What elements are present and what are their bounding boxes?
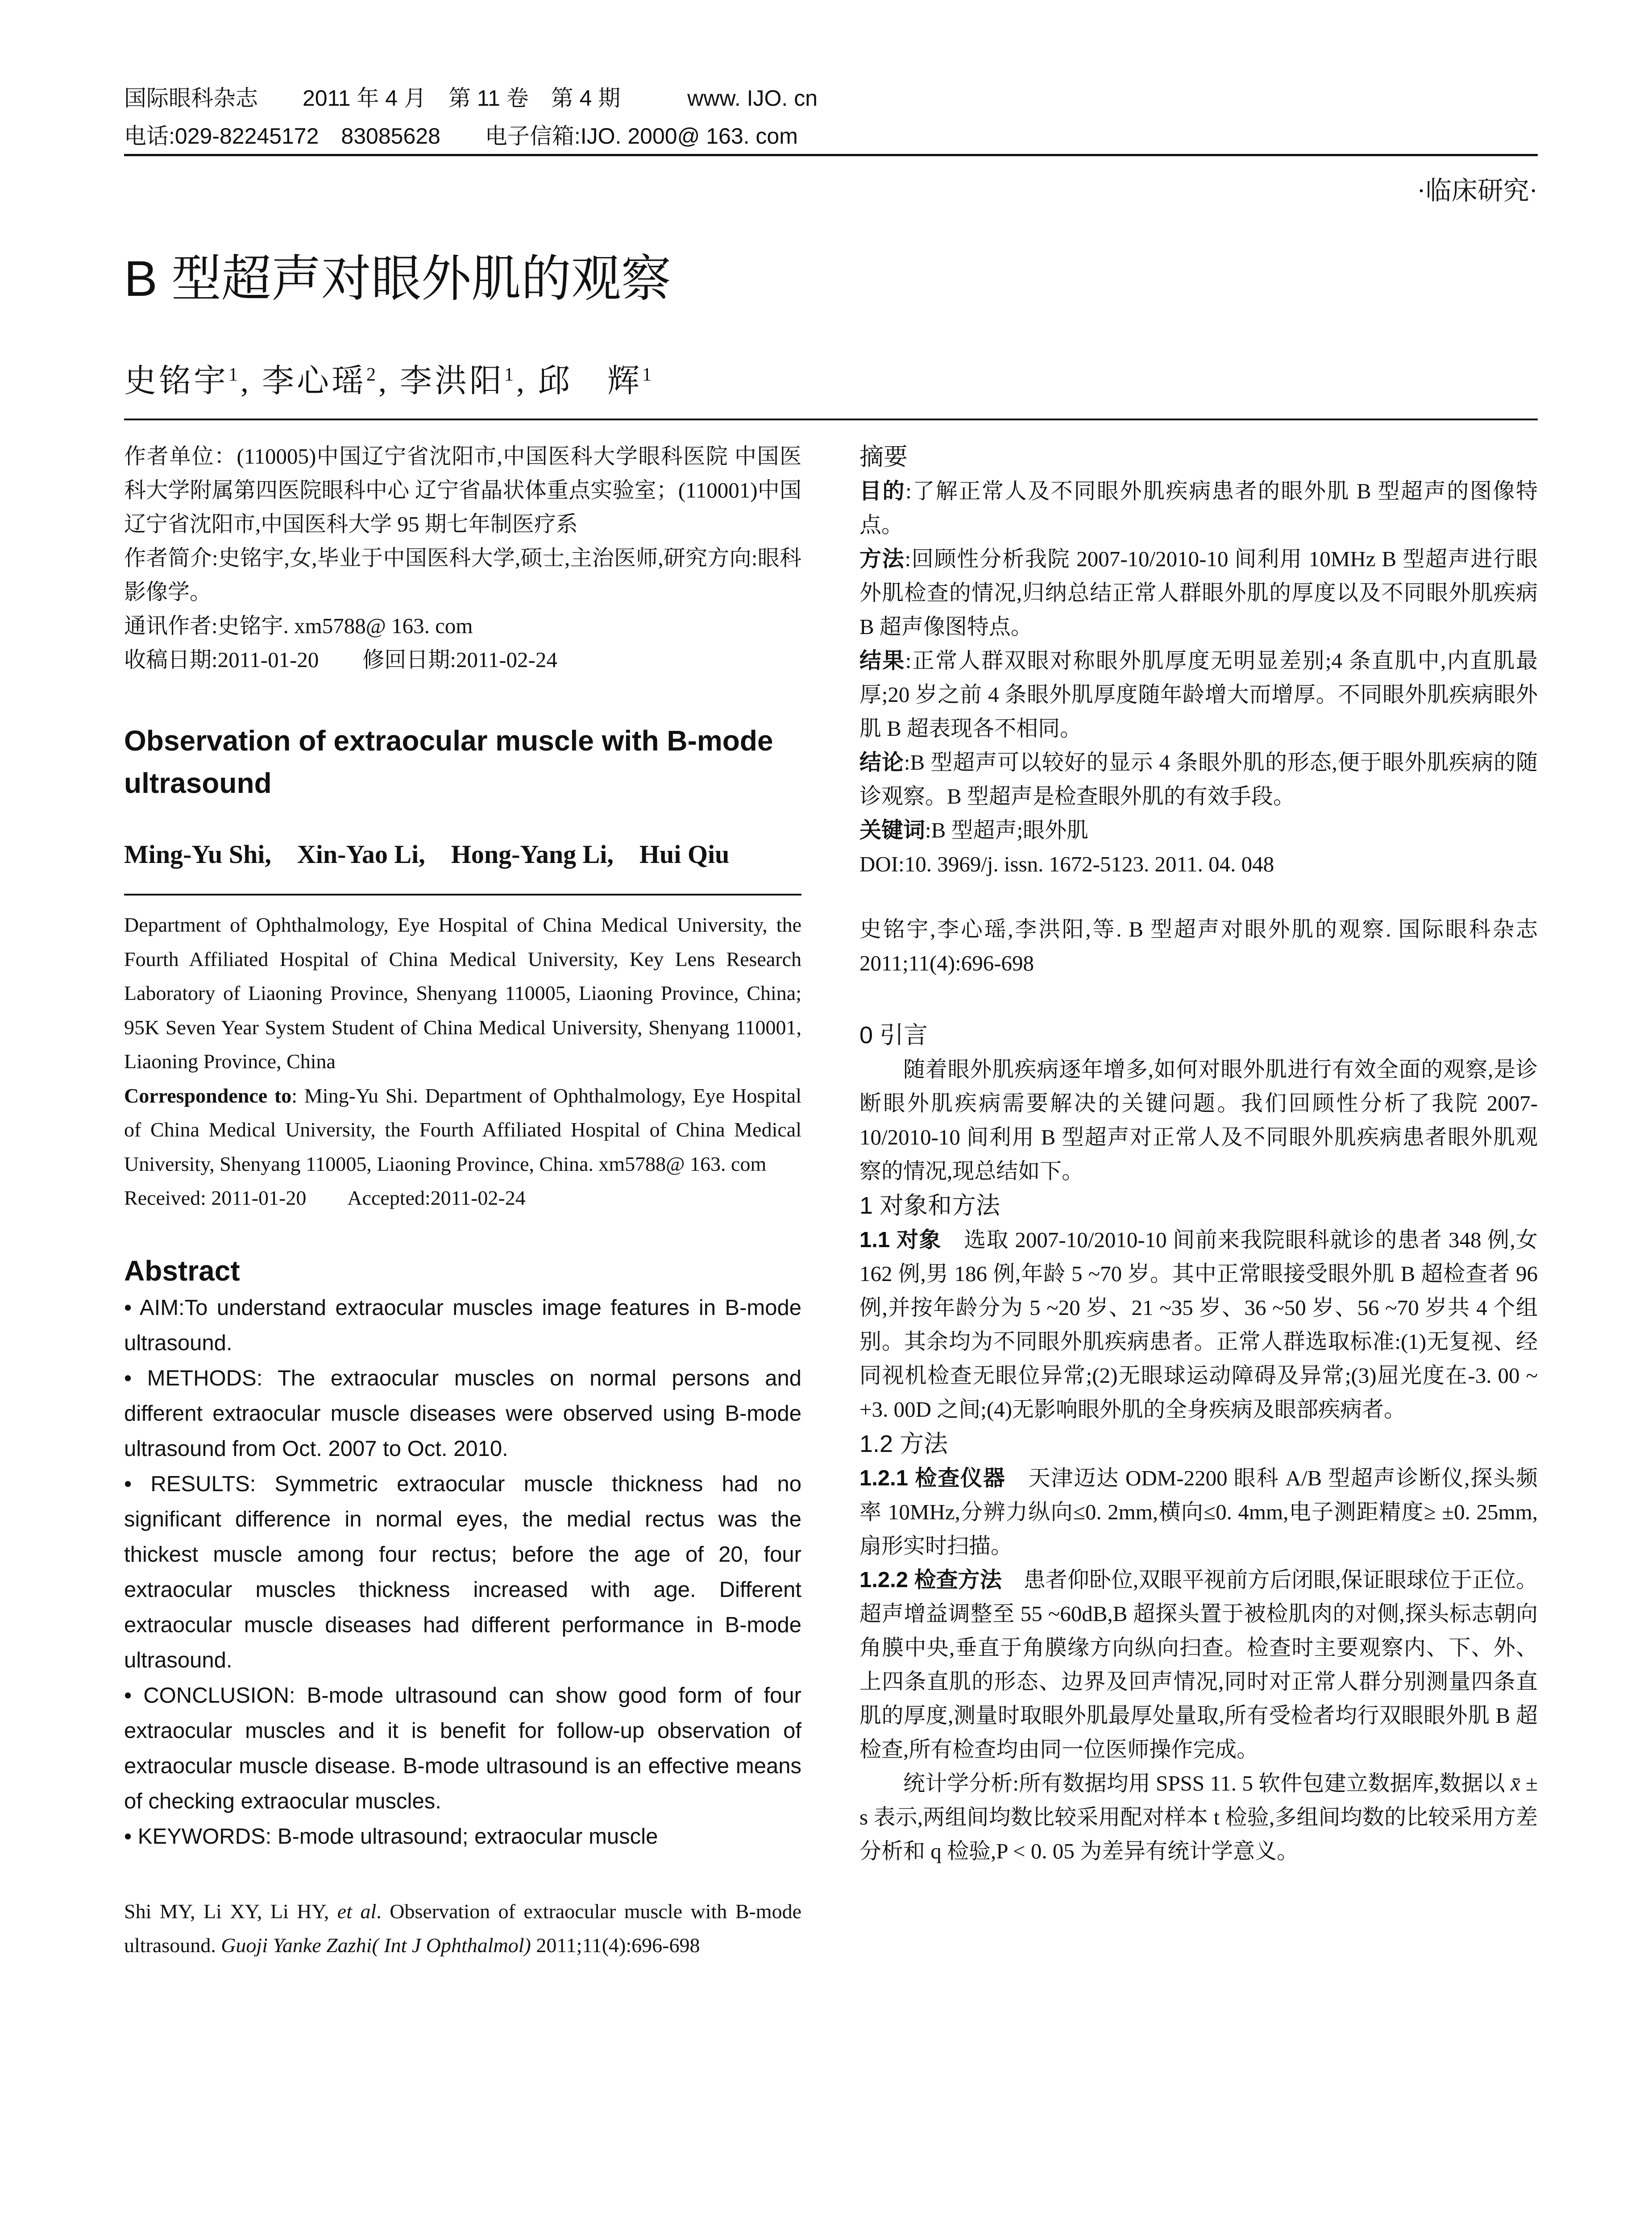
doi: DOI:10. 3969/j. issn. 1672-5123. 2011. 04. 048: [859, 852, 1274, 876]
author-1: 史铭宇: [124, 363, 229, 399]
correspondence-text: : Ming-Yu Shi. Department of Ophthalmology, Eye Hospital of China Medical University, the Fourth Affiliated Hospital of China Medical University, Shenyang 110005, Liaoning Province, China. xm5788@ 163. com: [124, 1084, 801, 1175]
statistics-text-a: 统计学分析:所有数据均用 SPSS 11. 5 软件包建立数据库,数据以: [903, 1771, 1511, 1796]
english-dates: Received: 2011-01-20 Accepted:2011-02-24: [124, 1186, 526, 1209]
instrument-label: 1.2.1 检查仪器: [859, 1466, 1006, 1490]
subjects-label: 1.1 对象: [859, 1228, 942, 1252]
author-bio: 作者简介:史铭宇,女,毕业于中国医科大学,硕士,主治医师,研究方向:眼科影像学。: [124, 546, 801, 604]
citation-authors: Shi MY, Li XY, Li HY,: [124, 1899, 337, 1923]
procedure-label: 1.2.2 检查方法: [859, 1568, 1002, 1592]
author-2-affil: 2: [366, 365, 379, 385]
results-cn-text: :正常人群双眼对称眼外肌厚度无明显差别;4 条直肌中,内直肌最厚;20 岁之前 4 条眼外肌厚度随年龄增大而增厚。不同眼外肌疾病眼外肌 B 超表现各不相同。: [859, 648, 1538, 741]
intro-paragraph: 随着眼外肌疾病逐年增多,如何对眼外肌进行有效全面的观察,是诊断眼外肌疾病需要解决的关键问题。我们回顾性分析了我院 2007-10/2010-10 间利用 B 型超声对正常人及不同眼外肌疾病患者眼外肌观察的情况,现总结如下。: [859, 1057, 1538, 1183]
section-label: ·临床研究·: [1417, 176, 1538, 205]
abstract-methods: [124, 1361, 801, 1467]
results-label: • RESULTS: [124, 1472, 250, 1496]
author-sep: ,: [241, 363, 252, 399]
results-cn-label: 结果: [859, 649, 905, 673]
author-2: 李心瑶: [262, 363, 367, 399]
article-title: B 型超声对眼外肌的观察: [124, 251, 671, 307]
keywords-cn-text: :B 型超声;眼外肌: [925, 818, 1089, 842]
author-4: 邱 辉: [538, 363, 643, 399]
author-sep: ,: [516, 363, 527, 399]
english-affiliation: Department of Ophthalmology, Eye Hospital of China Medical University, the Fourth Affiliated Hospital of China Medical University, Key Lens Research Laboratory of Liaoning Province, Shenyang 110005, Liaoning Province, China; 95K Seven Year System Student of China Medical University, Shenyang 110001, Liaoning Province, China: [124, 913, 801, 1073]
abstract-keywords: [124, 1819, 801, 1854]
abstract-results: [124, 1467, 801, 1678]
methods-cn-text: :回顾性分析我院 2007-10/2010-10 间利用 10MHz B 型超声进行眼外肌检查的情况,归纳总结正常人群眼外肌的厚度以及不同眼外肌疾病 B 超声像图特点。: [859, 547, 1538, 639]
corresponding-author: 通讯作者:史铭宇. xm5788@ 163. com: [124, 614, 473, 638]
aim-label: • AIM: [124, 1295, 179, 1320]
keywords-text: : B-mode ultrasound; extraocular muscle: [265, 1824, 658, 1849]
abstract-cn-aim: [859, 474, 1538, 542]
english-correspondence: [124, 1079, 801, 1182]
abstract-heading: Abstract: [124, 1254, 240, 1287]
author-affiliation: 作者单位：(110005)中国辽宁省沈阳市,中国医科大学眼科医院 中国医科大学附属第四医院眼科中心 辽宁省晶状体重点实验室；(110001)中国辽宁省沈阳市,中国医科大学 95 期七年制医疗系: [124, 444, 801, 536]
journal-header: 国际眼科杂志 2011 年 4 月 第 11 卷 第 4 期 www. IJO. cn: [124, 86, 818, 111]
conclusion-cn-label: 结论: [859, 751, 904, 775]
author-rule: [124, 419, 1538, 420]
citation-title: . Observation of extraocular muscle with B-mode ultrasound.: [124, 1899, 801, 1957]
instrument-text: 天津迈达 ODM-2200 眼科 A/B 型超声诊断仪,探头频率 10MHz,分辨力纵向≤0. 2mm,横向≤0. 4mm,电子测距精度≥ ±0. 25mm,扇形实时扫描。: [859, 1466, 1538, 1558]
methods-heading: 1 对象和方法: [859, 1192, 1000, 1219]
header-rule: [124, 154, 1538, 156]
citation-etal: et al: [337, 1899, 377, 1923]
abstract-cn-methods: [859, 542, 1538, 644]
statistics-paragraph: [859, 1767, 1538, 1868]
chinese-citation: 史铭宇,李心瑶,李洪阳,等. B 型超声对眼外肌的观察. 国际眼科杂志 2011;11(4):696-698: [859, 917, 1538, 975]
results-text: : Symmetric extraocular muscle thickness had no significant difference in normal eyes, the medial rectus was the thickest muscle among four rectus; before the age of 20, four extraocular muscles thickness increased with age. Different extraocular muscle diseases had different performance in B-mode ultrasound.: [124, 1472, 801, 1672]
keywords-cn-label: 关键词: [859, 818, 926, 842]
citation-journal: Guoji Yanke Zazhi( Int J Ophthalmol): [221, 1934, 531, 1957]
author-3: 李洪阳: [400, 363, 505, 399]
left-column: [124, 440, 801, 1963]
journal-contact: 电话:029-82245172 83085628 电子信箱:IJO. 2000@ 163. com: [124, 124, 798, 149]
aim-cn-label: 目的: [859, 479, 906, 503]
mean-symbol: x̄: [1510, 1771, 1520, 1796]
statistics-text-b: ± s 表示,两组间均数比较采用配对样本 t 检验,多组间均数的比较采用方差分析和 q 检验,P < 0. 05 为差异有统计学意义。: [859, 1771, 1538, 1863]
abstract-cn-heading: 摘要: [859, 444, 908, 470]
conclusion-text: : B-mode ultrasound can show good form of four extraocular muscles and it is benefit for follow-up observation of extraocular muscle disease. B-mode ultrasound is an effective means of checking extraocular muscles.: [124, 1683, 801, 1813]
author-sep: ,: [378, 363, 390, 399]
methods-label: • METHODS: [124, 1366, 257, 1390]
methods-cn-label: 方法: [859, 547, 905, 571]
abstract-conclusion: [124, 1678, 801, 1819]
english-title: Observation of extraocular muscle with B-mode ultrasound: [124, 725, 773, 799]
abstract-cn-results: [859, 644, 1538, 746]
conclusion-cn-text: :B 型超声可以较好的显示 4 条眼外肌的形态,便于眼外肌疾病的随诊观察。B 型超声是检查眼外肌的有效手段。: [859, 750, 1538, 809]
abstract-cn-keywords: [859, 813, 1538, 847]
received-dates: 收稿日期:2011-01-20 修回日期:2011-02-24: [124, 647, 557, 672]
english-authors: Ming-Yu Shi, Xin-Yao Li, Hong-Yang Li, Hui Qiu: [124, 840, 730, 869]
aim-cn-text: :了解正常人及不同眼外肌疾病患者的眼外肌 B 型超声的图像特点。: [859, 479, 1538, 537]
right-column: [859, 440, 1538, 1868]
english-citation: [124, 1895, 801, 1963]
intro-heading: 0 引言: [859, 1022, 928, 1049]
instrument-paragraph: [859, 1461, 1538, 1563]
keywords-label: • KEYWORDS: [124, 1824, 266, 1849]
correspondence-label: Correspondence to: [124, 1084, 292, 1107]
conclusion-label: • CONCLUSION: [124, 1683, 289, 1708]
methods-text: : The extraocular muscles on normal persons and different extraocular muscle diseases were observed using B-mode ultrasound from Oct. 2007 to Oct. 2010.: [124, 1366, 801, 1461]
author-list: [124, 352, 654, 403]
abstract-aim: [124, 1290, 801, 1361]
author-4-affil: 1: [642, 365, 655, 385]
procedure-paragraph: [859, 1563, 1538, 1767]
aim-text: :To understand extraocular muscles image features in B-mode ultrasound.: [124, 1295, 801, 1355]
procedure-text: 患者仰卧位,双眼平视前方后闭眼,保证眼球位于正位。超声增益调整至 55 ~60dB,B 超探头置于被检肌肉的对侧,探头标志朝向角膜中央,垂直于角膜缘方向纵向扫查。检查时主要观察内、下、外、上四条直肌的形态、边界及回声情况,同时对正常人群分别测量四条直肌的厚度,测量时取眼外肌最厚处量取,所有受检者均行双眼眼外肌 B 超检查,所有检查均由同一位医师操作完成。: [859, 1568, 1538, 1762]
subjects-paragraph: [859, 1223, 1538, 1427]
method-subheading: 1.2 方法: [859, 1431, 948, 1457]
abstract-cn-conclusion: [859, 746, 1538, 813]
author-3-affil: 1: [504, 365, 517, 385]
citation-issue: 2011;11(4):696-698: [536, 1934, 700, 1957]
author-1-affil: 1: [228, 365, 241, 385]
subjects-text: 选取 2007-10/2010-10 间前来我院眼科就诊的患者 348 例,女 162 例,男 186 例,年龄 5 ~70 岁。其中正常眼接受眼外肌 B 超检查者 96 例,并按年龄分为 5 ~20 岁、21 ~35 岁、36 ~50 岁、56 ~70 岁共 4 个组别。其余均为不同眼外肌疾病患者。正常人群选取标准:(1)无复视、经同视机检查无眼位异常;(2)无眼球运动障碍及异常;(3)屈光度在-3. 00 ~ +3. 00D 之间;(4)无影响眼外肌的全身疾病及眼部疾病者。: [859, 1227, 1538, 1422]
